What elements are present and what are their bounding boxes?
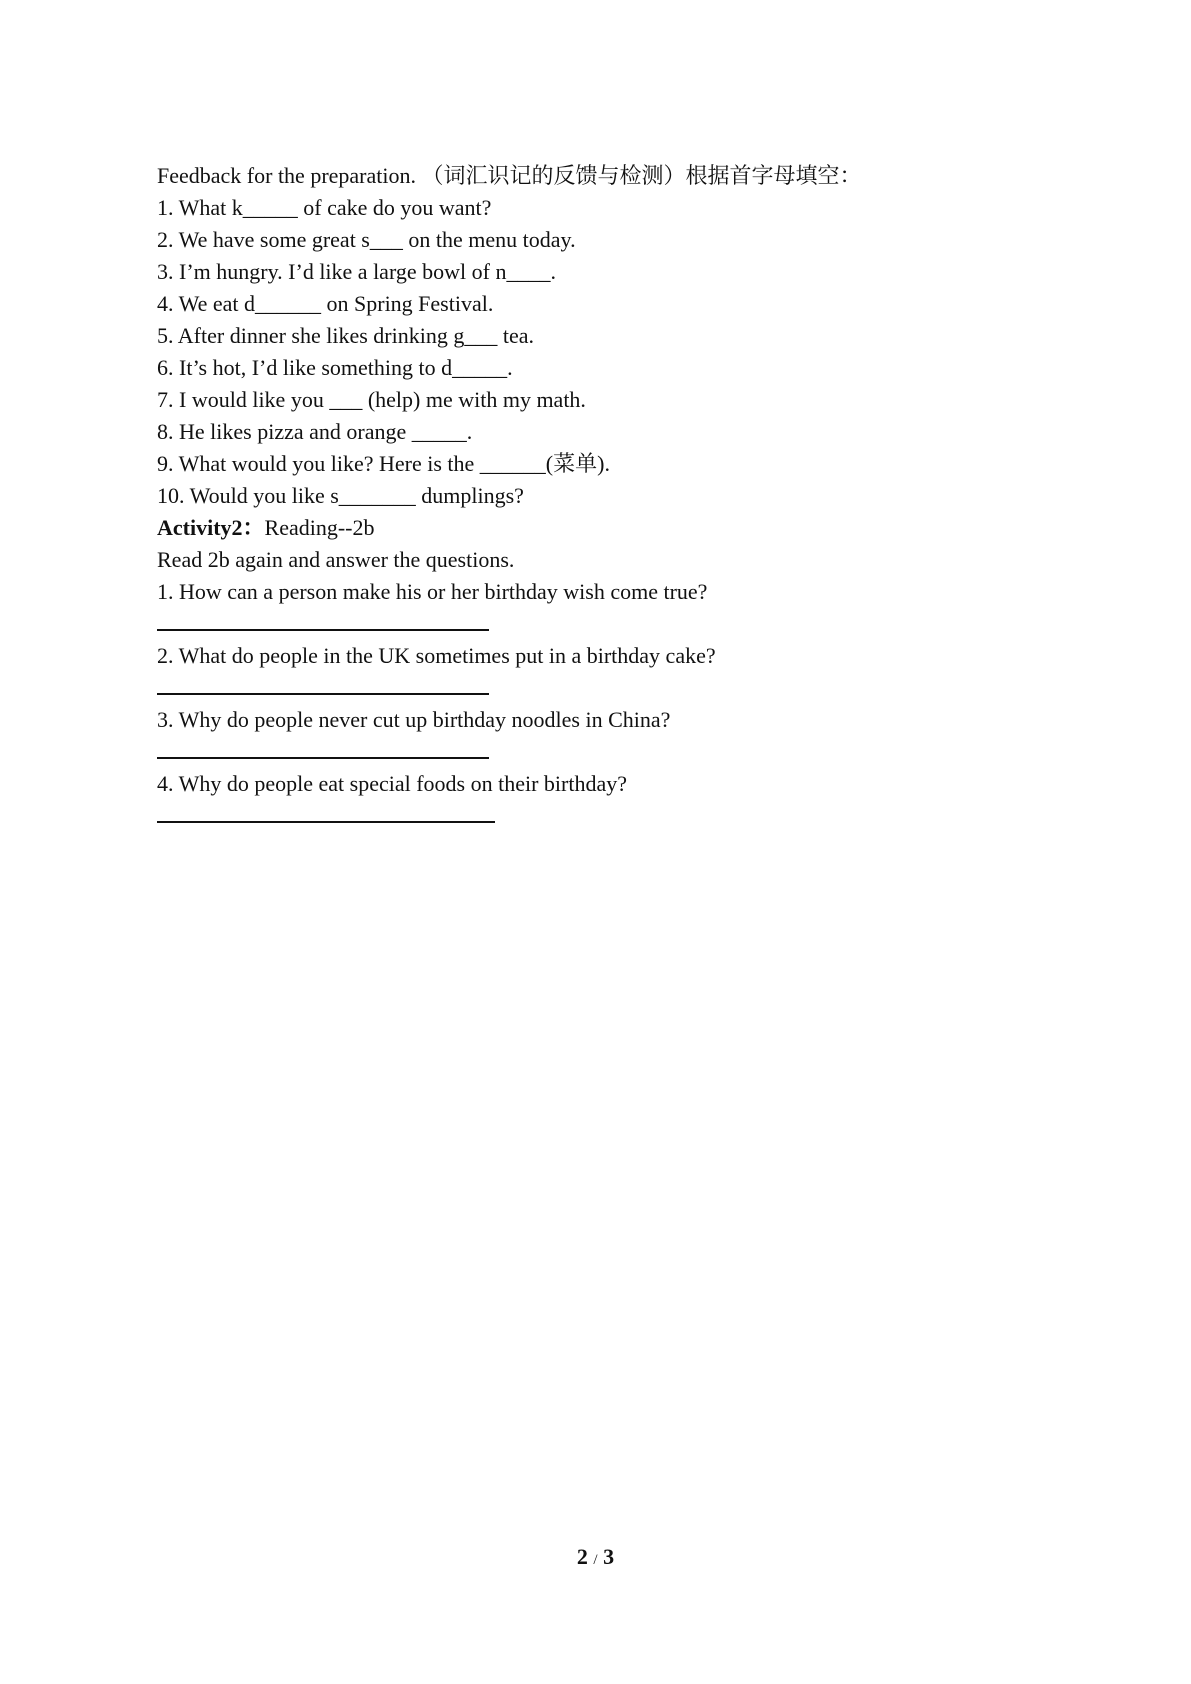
reading-instruction: Read 2b again and answer the questions.: [157, 547, 515, 572]
page-number: [0, 1544, 1191, 1570]
fill-in-item-7: 7. I would like you ___ (help) me with my math.: [157, 387, 586, 412]
answer-line-3: [157, 736, 1057, 768]
reading-question-3: 3. Why do people never cut up birthday noodles in China?: [157, 707, 671, 732]
reading-question-1: 1. How can a person make his or her birthday wish come true?: [157, 579, 708, 604]
answer-line-1: [157, 608, 1057, 640]
fill-in-item-4: 4. We eat d______ on Spring Festival.: [157, 291, 494, 316]
current-page: 2: [576, 1544, 588, 1569]
worksheet-content: [157, 160, 1057, 832]
activity-title: Reading--2b: [264, 515, 375, 540]
answer-line-4: [157, 800, 1057, 832]
fill-in-item-5: 5. After dinner she likes drinking g___ tea.: [157, 323, 534, 348]
fill-in-item-6: 6. It’s hot, I’d like something to d_____.: [157, 355, 513, 380]
reading-question-2: 2. What do people in the UK sometimes put in a birthday cake?: [157, 643, 716, 668]
fill-in-item-3: 3. I’m hungry. I’d like a large bowl of n____.: [157, 259, 556, 284]
activity-label: Activity2：: [157, 515, 265, 540]
total-pages: 3: [603, 1544, 615, 1569]
fill-in-item-2: 2. We have some great s___ on the menu today.: [157, 227, 576, 252]
reading-question-4: 4. Why do people eat special foods on their birthday?: [157, 771, 628, 796]
fill-in-item-1: 1. What k_____ of cake do you want?: [157, 195, 492, 220]
answer-line-2: [157, 672, 1057, 704]
section-title: Feedback for the preparation. （词汇识记的反馈与检测）根据首字母填空：: [157, 163, 862, 188]
fill-in-item-10: 10. Would you like s_______ dumplings?: [157, 483, 524, 508]
page-separator: /: [593, 1552, 598, 1568]
activity-heading: [157, 512, 1057, 544]
fill-in-item-8: 8. He likes pizza and orange _____.: [157, 419, 473, 444]
fill-in-item-9: 9. What would you like? Here is the ______(菜单).: [157, 451, 610, 476]
